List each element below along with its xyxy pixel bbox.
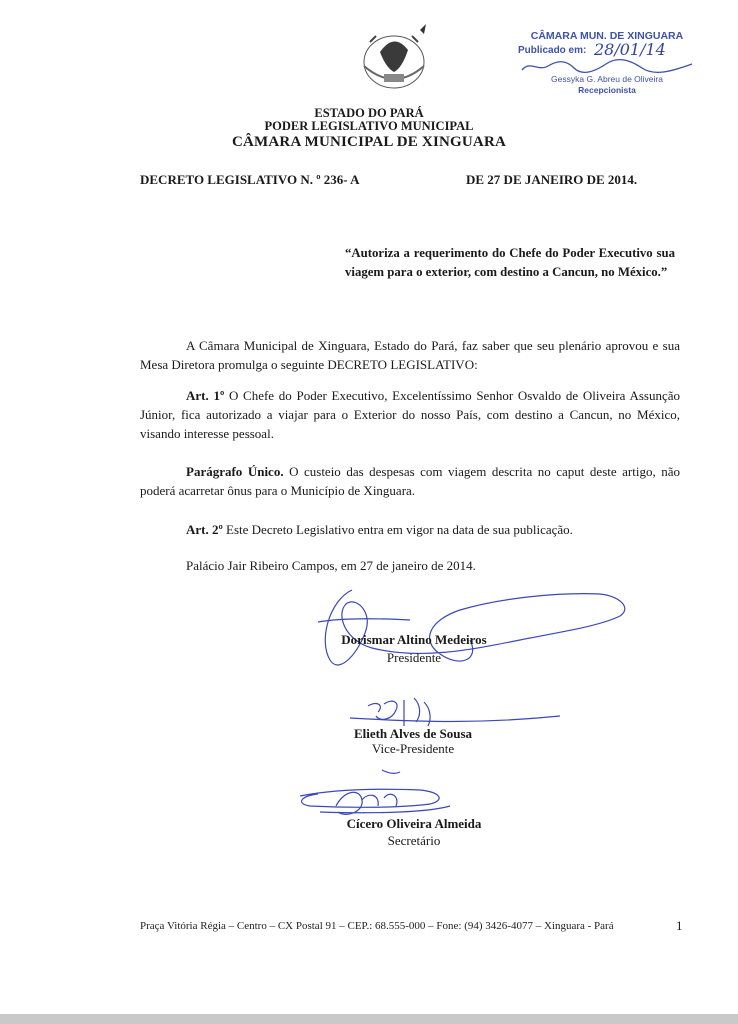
signature-2-name: Elieth Alves de Sousa [353,726,473,741]
article-1 [140,386,680,443]
article-2-label: Art. 2º [186,522,223,537]
header-power: PODER LEGISLATIVO MUNICIPAL [264,119,474,133]
stamp-chamber-label: CÂMARA MUN. DE XINGUARA [530,30,684,42]
header-state: ESTADO DO PARÁ [314,106,424,120]
signature-3-role: Secretário [387,833,441,848]
stamp-published-label: Publicado em: [518,45,587,56]
article-1-label: Art. 1º [186,388,225,403]
article-2-text: Este Decreto Legislativo entra em vigor na data de sua publicação. [222,522,573,537]
closing-line: Palácio Jair Ribeiro Campos, em 27 de janeiro de 2014. [186,558,476,573]
signature-3-name: Cícero Oliveira Almeida [346,816,482,831]
municipal-crest-logo [350,22,438,98]
decree-date: DE 27 DE JANEIRO DE 2014. [466,172,638,187]
article-1-text: O Chefe do Poder Executivo, Excelentíssimo Senhor Osvaldo de Oliveira Assunção Júnior, fica autorizado a viajar para o Exterior do nosso País, com destino a Cancun, no México, visando interesse pessoal. [140,388,680,441]
intro-paragraph: A Câmara Municipal de Xinguara, Estado do Pará, faz saber que seu plenário aprovou e sua Mesa Diretora promulga o seguinte DECRETO LEGISLATIVO: [140,338,680,372]
signature-1-name: Dorismar Altino Medeiros [341,632,487,647]
signature-2-role: Vice-Presidente [371,741,455,756]
sole-paragraph-text: O custeio das despesas com viagem descrita no caput deste artigo, não poderá acarretar ônus para o Município de Xinguara. [140,464,680,498]
decree-number: DECRETO LEGISLATIVO N. º 236- A [140,172,360,187]
stamp-receptionist-role: Recepcionista [578,85,636,95]
footer-address: Praça Vitória Régia – Centro – CX Postal 91 – CEP.: 68.555-000 – Fone: (94) 3426-4077 – Xinguara - Pará [140,920,614,932]
stamp-signature-scribble [520,58,694,74]
publication-stamp [516,28,698,100]
header-chamber: CÂMARA MUNICIPAL DE XINGUARA [231,134,507,150]
stamp-receptionist-name: Gessyka G. Abreu de Oliveira [551,74,663,84]
signature-1-role: Presidente [386,650,442,665]
page-number: 1 [676,918,683,933]
stamp-handwritten-date: 28/01/14 [594,40,666,59]
sole-paragraph-label: Parágrafo Único. [186,464,284,479]
scan-bottom-edge [0,1014,738,1024]
article-2 [140,520,680,539]
decree-summary: “Autoriza a requerimento do Chefe do Poder Executivo sua viagem para o exterior, com destino a Cancun, no México.” [345,246,675,279]
sole-paragraph [140,462,680,500]
